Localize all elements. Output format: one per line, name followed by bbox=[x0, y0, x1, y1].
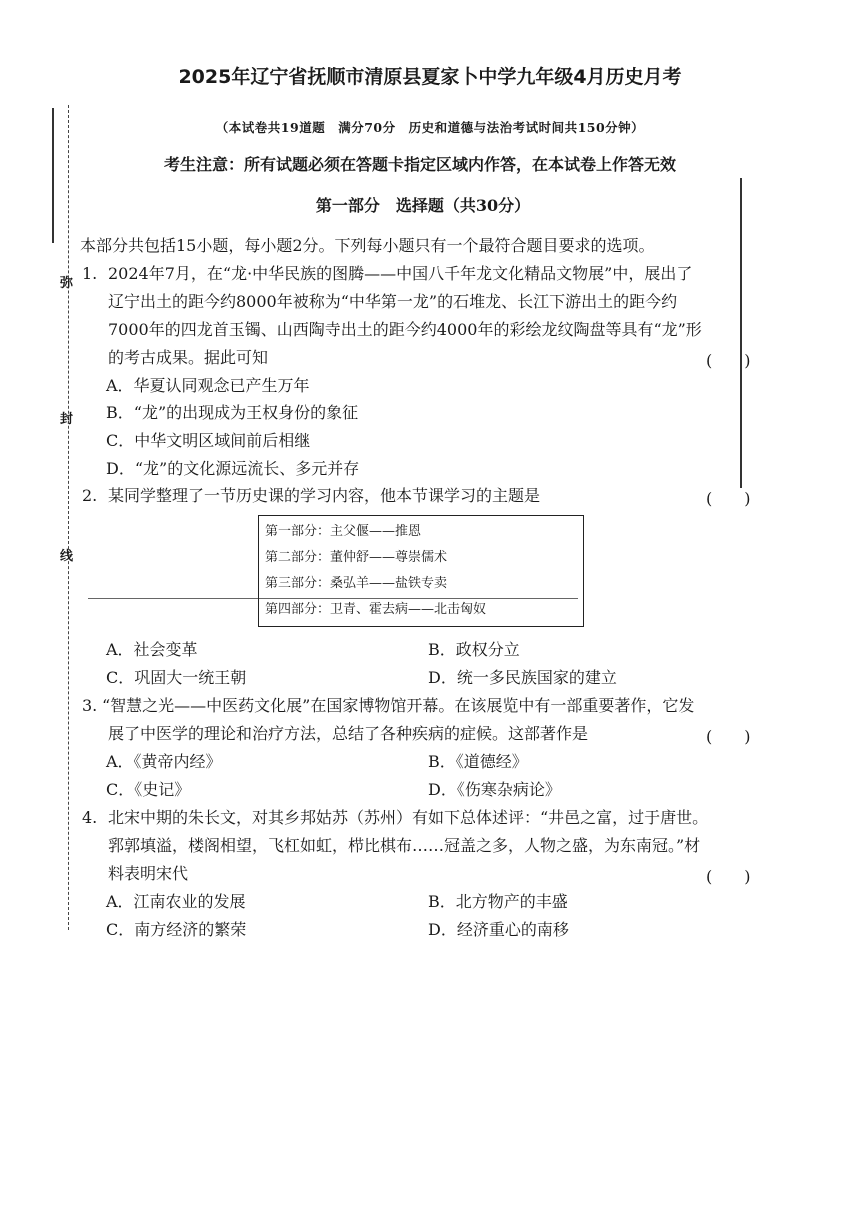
q3-stem-line-2: 展了中医学的理论和治疗方法，总结了各种疾病的症候。这部著作是 bbox=[108, 724, 589, 743]
q1-stem-line-1: 2024年7月，在“龙·中华民族的图腾——中国八千年龙文化精品文物展”中，展出了 bbox=[108, 264, 693, 283]
q3-stem-line-1: “智慧之光——中医药文化展”在国家博物馆开幕。在该展览中有一部重要著作，它发 bbox=[102, 696, 695, 715]
q2-option-d[interactable]: D．统一多民族国家的建立 bbox=[428, 668, 617, 687]
q4-number: 4. bbox=[82, 808, 98, 827]
q4-answer-paren[interactable]: ( ) bbox=[706, 867, 751, 886]
q4-stem-line-3: 料表明宋代 bbox=[108, 864, 189, 883]
q4-stem-line-2: 郛郭填溢，楼阁相望，飞杠如虹，栉比棋布……冠盖之多，人物之盛，为东南冠。”材 bbox=[108, 836, 701, 855]
q4-stem-line-1: 北宋中期的朱长文，对其乡邦姑苏（苏州）有如下总体述评：“井邑之富，过于唐世。 bbox=[108, 808, 709, 827]
q2-option-c[interactable]: C．巩固大一统王朝 bbox=[106, 668, 247, 687]
exam-title: 2025年辽宁省抚顺市清原县夏家卜中学九年级4月历史月考 bbox=[178, 66, 682, 88]
q2-option-a[interactable]: A．社会变革 bbox=[106, 640, 198, 659]
q3-option-d[interactable]: D．《伤寒杂病论》 bbox=[428, 780, 561, 799]
exam-notice: 考生注意：所有试题必须在答题卡指定区域内作答，在本试卷上作答无效 bbox=[163, 155, 676, 174]
q3-answer-paren[interactable]: ( ) bbox=[706, 727, 751, 746]
q1-number: 1. bbox=[82, 264, 98, 283]
answer-sheet-vertical-line bbox=[740, 178, 742, 488]
q2-answer-paren[interactable]: ( ) bbox=[706, 489, 751, 508]
margin-label-feng: 封 bbox=[60, 412, 74, 427]
q4-option-b[interactable]: B．北方物产的丰盛 bbox=[428, 892, 568, 911]
q4-option-d[interactable]: D．经济重心的南移 bbox=[428, 920, 569, 939]
q2-table-row-2: 第二部分：董仲舒——尊崇儒术 bbox=[265, 550, 448, 565]
q3-number: 3. bbox=[82, 696, 98, 715]
q4-option-c[interactable]: C．南方经济的繁荣 bbox=[106, 920, 247, 939]
part-intro: 本部分共包括15小题，每小题2分。下列每小题只有一个最符合题目要求的选项。 bbox=[80, 236, 655, 255]
q1-option-b[interactable]: B．“龙”的出现成为王权身份的象征 bbox=[106, 403, 359, 422]
q1-option-d[interactable]: D．“龙”的文化源远流长、多元并存 bbox=[106, 459, 360, 478]
q1-stem-line-3: 7000年的四龙首玉镯、山西陶寺出土的距今约4000年的彩绘龙纹陶盘等具有“龙”形 bbox=[108, 320, 702, 339]
q2-table-row-4: 第四部分：卫青、霍去病——北击匈奴 bbox=[265, 602, 487, 617]
q2-option-b[interactable]: B．政权分立 bbox=[428, 640, 520, 659]
q1-stem-line-4: 的考古成果。据此可知 bbox=[108, 348, 269, 367]
q4-option-a[interactable]: A．江南农业的发展 bbox=[106, 892, 246, 911]
margin-label-mi: 弥 bbox=[60, 276, 74, 291]
q2-content-table bbox=[258, 515, 584, 627]
q3-option-c[interactable]: C．《史记》 bbox=[106, 780, 191, 799]
q1-answer-paren[interactable]: ( ) bbox=[706, 351, 751, 370]
q3-option-b[interactable]: B．《道德经》 bbox=[428, 752, 528, 771]
q3-option-a[interactable]: A．《黄帝内经》 bbox=[106, 752, 222, 771]
q2-number: 2. bbox=[82, 486, 98, 505]
q2-stem-line-1: 某同学整理了一节历史课的学习内容，他本节课学习的主题是 bbox=[108, 486, 541, 505]
q2-table-row-1: 第一部分：主父偃——推恩 bbox=[265, 524, 422, 539]
q1-option-a[interactable]: A．华夏认同观念已产生万年 bbox=[106, 376, 310, 395]
margin-label-xian: 线 bbox=[60, 549, 74, 564]
part-title: 第一部分 选择题（共30分） bbox=[315, 196, 531, 215]
q1-stem-line-2: 辽宁出土的距今约8000年被称为“中华第一龙”的石堆龙、长江下游出土的距今约 bbox=[108, 292, 678, 311]
q2-table-row-3: 第三部分：桑弘羊——盐铁专卖 bbox=[265, 576, 448, 591]
q1-option-c[interactable]: C．中华文明区域间前后相继 bbox=[106, 431, 311, 450]
exam-info: （本试卷共19道题 满分70分 历史和道德与法治考试时间共150分钟） bbox=[215, 120, 645, 135]
binding-dotted-line bbox=[68, 105, 69, 930]
